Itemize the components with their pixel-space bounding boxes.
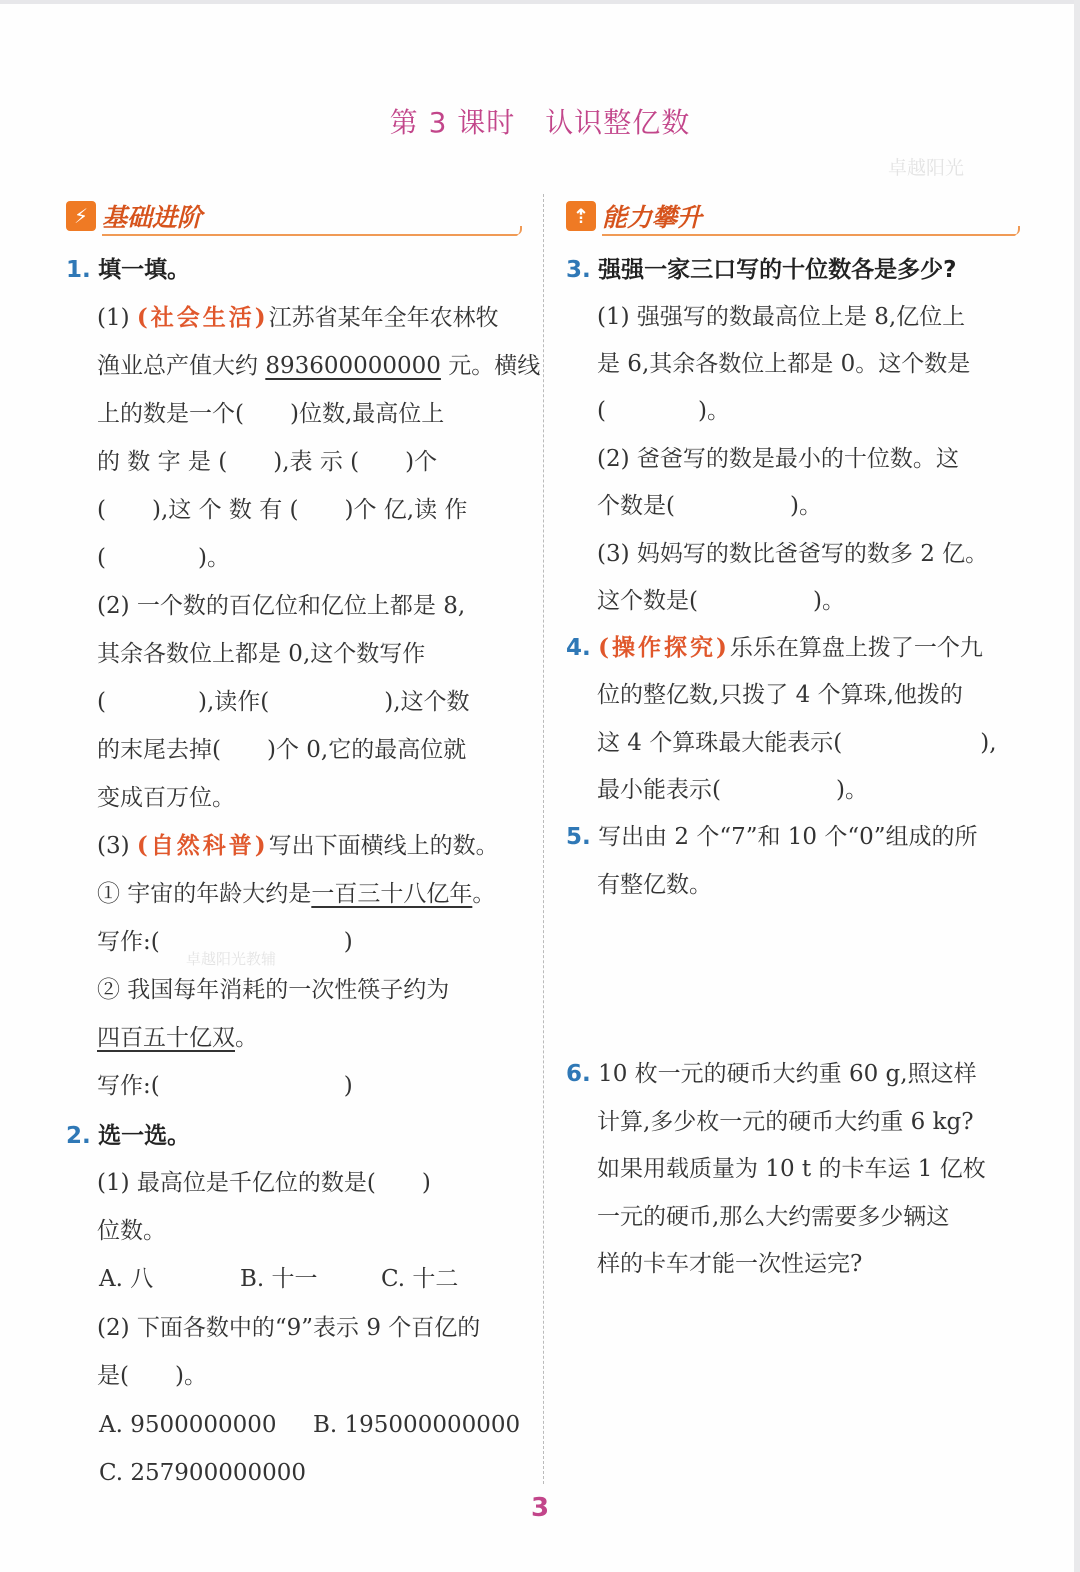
q1-3-line [97, 831, 499, 861]
question-number: 6. [566, 1061, 591, 1087]
q2-2-line: 是( )。 [97, 1363, 207, 1389]
running-figure-icon: ⚡ [66, 201, 96, 231]
q1-1-line: 的 数 字 是 ( ),表 示 ( )个 [97, 449, 438, 475]
q6-line: 样的卡车才能一次性运完? [597, 1251, 863, 1277]
page-number: 3 [530, 1493, 550, 1523]
q4-line: 这 4 个算珠最大能表示( ), [597, 730, 997, 756]
section-header-ability [566, 198, 1016, 238]
q1-1-line: ( )。 [97, 545, 230, 571]
question-number: 5. [566, 824, 591, 850]
q3-line: ( )。 [597, 398, 730, 424]
option-a: A. 9500000000 [99, 1412, 277, 1438]
q1-1-line: ( ),这 个 数 有 ( )个 亿,读 作 [97, 497, 468, 523]
question-1-heading [66, 255, 190, 285]
q3-line: (2) 爸爸写的数是最小的十位数。这 [597, 446, 959, 472]
question-text: 填一填。 [98, 257, 191, 283]
q1-1-line [97, 351, 540, 381]
question-5-line [566, 822, 978, 852]
text: 江苏省某年全年农林牧 [268, 305, 499, 331]
q1-2-line: 变成百万位。 [97, 785, 235, 811]
question-number: 3. [566, 257, 591, 283]
q6-line: 计算,多少枚一元的硬币大约重 6 kg? [597, 1109, 974, 1135]
text: 元。横线 [440, 353, 541, 379]
question-6-line [566, 1059, 977, 1089]
text: 10 枚一元的硬币大约重 60 g,照这样 [598, 1061, 977, 1087]
answer-blank-line: 写作:( ) [97, 929, 353, 955]
question-4-line [566, 633, 983, 663]
question-text: 强强一家三口写的十位数各是多少? [598, 257, 957, 283]
q3-line: (3) 妈妈写的数比爸爸写的数多 2 亿。 [597, 541, 989, 567]
question-number: 2. [66, 1123, 91, 1149]
q1-3-line [97, 879, 495, 909]
section-title: 能力攀升 [602, 203, 703, 232]
topic-tag: (自然科普) [136, 832, 269, 859]
q5-line: 有整亿数。 [597, 872, 712, 898]
q2-1-line: (1) 最高位是千亿位的数是( ) [97, 1170, 431, 1196]
option-b: B. 195000000000 [313, 1412, 521, 1438]
q1-3-line: ② 我国每年消耗的一次性筷子约为 [97, 977, 450, 1003]
option-a: A. 八 [99, 1266, 154, 1292]
underlined-value: 893600000000 [265, 353, 441, 379]
section-underline [102, 234, 518, 236]
lesson-label: 第 3 课时 [389, 106, 516, 139]
watermark: 卓越阳光教辅 [186, 950, 277, 968]
q1-2-line: 的末尾去掉( )个 0,它的最高位就 [97, 737, 467, 763]
q1-2-line: ( ),读作( ),这个数 [97, 689, 470, 715]
topic-tag: (操作探究) [598, 634, 730, 661]
q3-line: 这个数是( )。 [597, 588, 845, 614]
text: 。 [472, 881, 496, 907]
topic-tag: (社会生活) [136, 304, 269, 331]
underlined-phrase: 四百五十亿双 [97, 1025, 235, 1051]
column-divider [543, 194, 544, 1484]
q1-1-line [97, 303, 499, 333]
q4-line: 位的整亿数,只拨了 4 个算珠,他拨的 [597, 682, 963, 708]
text: 写出由 2 个“7”和 10 个“0”组成的所 [598, 824, 978, 850]
q1-1-line: 上的数是一个( )位数,最高位上 [97, 401, 445, 427]
section-underline [602, 234, 1016, 236]
q4-line: 最小能表示( )。 [597, 777, 868, 803]
answer-blank-line: 写作:( ) [97, 1073, 353, 1099]
text: 写出下面横线上的数。 [268, 833, 499, 859]
q1-2-line: 其余各数位上都是 0,这个数写作 [97, 641, 426, 667]
q3-line: 个数是( )。 [597, 493, 822, 519]
text: 渔业总产值大约 [97, 353, 266, 379]
question-number: 4. [566, 635, 591, 661]
section-title: 基础进阶 [102, 203, 203, 232]
q3-line: 是 6,其余各数位上都是 0。这个数是 [597, 351, 971, 377]
q2-1-line: 位数。 [97, 1218, 166, 1244]
q6-line: 如果用载质量为 10 t 的卡车运 1 亿枚 [597, 1156, 986, 1182]
q6-line: 一元的硬币,那么大约需要多少辆这 [597, 1204, 950, 1230]
q3-line: (1) 强强写的数最高位上是 8,亿位上 [597, 304, 966, 330]
page-edge [1074, 0, 1080, 1572]
watermark: 卓越阳光 [888, 157, 965, 179]
underlined-phrase: 一百三十八亿年 [311, 881, 473, 907]
question-text: 选一选。 [98, 1123, 191, 1149]
option-c: C. 十二 [381, 1266, 459, 1292]
top-border [0, 0, 1080, 4]
sub-number: (3) [97, 833, 137, 859]
page-title [0, 101, 1080, 141]
question-2-heading [66, 1121, 190, 1151]
option-b: B. 十一 [240, 1266, 318, 1292]
question-number: 1. [66, 257, 91, 283]
q1-3-line [97, 1023, 258, 1053]
option-c: C. 257900000000 [99, 1460, 306, 1486]
climbing-figure-icon: ⇡ [566, 201, 596, 231]
lesson-name: 认识整亿数 [545, 106, 691, 139]
text: 。 [235, 1025, 258, 1051]
question-3-heading [566, 255, 956, 285]
sub-number: (1) [97, 305, 130, 331]
text: ① 宇宙的年龄大约是 [97, 881, 312, 907]
text: 乐乐在算盘上拨了一个九 [729, 635, 983, 661]
q2-2-line: (2) 下面各数中的“9”表示 9 个百亿的 [97, 1315, 481, 1341]
q1-2-line: (2) 一个数的百亿位和亿位上都是 8, [97, 593, 466, 619]
section-header-basic [66, 198, 518, 238]
